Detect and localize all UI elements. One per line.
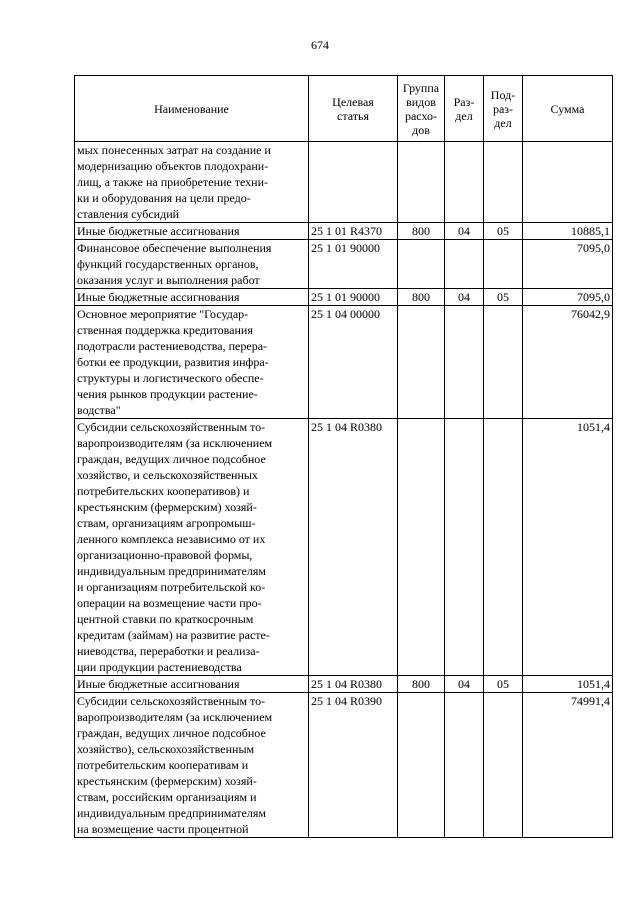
row-sum <box>523 142 613 223</box>
row-subsection <box>484 419 523 676</box>
header-name: Наименование <box>75 76 309 142</box>
row-group: 800 <box>398 289 445 306</box>
row-name: Субсидии сельскохозяйственным то- варопроизводителям (за исключением граждан, ведущих личное подсобное хозяйство, и сельскохозяйственных потребительских кооперативов) и крестьянским (фермерским) хозяй- ствам, организациям агропромыш- ленного комплекса независимо от их организационно-правовой формы, индивидуальным предпринимателям и организациям потребительской ко- операции на возмещение части про- центной ставки по краткосрочным кредитам (займам) на развитие расте- ниеводства, переработки и реализа- ции продукции растениеводства <box>75 419 309 676</box>
row-sum: 74991,4 <box>523 693 613 838</box>
row-name: Субсидии сельскохозяйственным то- варопроизводителям (за исключением граждан, ведущих личное подсобное хозяйство), сельскохозяйственным потребительским кооперативам и крестьянским (фермерским) хозяй- ствам, российским организациям и индивидуальным предпринимателям на возмещение части процентной <box>75 693 309 838</box>
row-article: 25 1 01 90000 <box>309 240 398 289</box>
row-section: 04 <box>445 223 484 240</box>
row-name: Иные бюджетные ассигнования <box>75 289 309 306</box>
page-number: 674 <box>311 38 329 52</box>
row-subsection <box>484 142 523 223</box>
row-subsection <box>484 240 523 289</box>
table-row <box>75 676 613 693</box>
row-group <box>398 306 445 419</box>
row-sum: 7095,0 <box>523 240 613 289</box>
row-section <box>445 693 484 838</box>
row-group: 800 <box>398 676 445 693</box>
row-article: 25 1 04 R0380 <box>309 676 398 693</box>
row-subsection <box>484 306 523 419</box>
budget-table <box>74 75 613 838</box>
row-sum: 1051,4 <box>523 419 613 676</box>
row-article <box>309 142 398 223</box>
row-sum: 76042,9 <box>523 306 613 419</box>
row-subsection: 05 <box>484 223 523 240</box>
row-section: 04 <box>445 289 484 306</box>
header-sum: Сумма <box>523 76 613 142</box>
row-section <box>445 142 484 223</box>
row-sum: 7095,0 <box>523 289 613 306</box>
row-subsection: 05 <box>484 676 523 693</box>
header-article: Целевая статья <box>309 76 398 142</box>
table-row <box>75 419 613 676</box>
row-group: 800 <box>398 223 445 240</box>
row-name: мых понесенных затрат на создание и модернизацию объектов плодохрани- лищ, а также на приобретение техни- ки и оборудования на цели предо- ставления субсидий <box>75 142 309 223</box>
row-subsection: 05 <box>484 289 523 306</box>
table-row <box>75 306 613 419</box>
row-name: Иные бюджетные ассигнования <box>75 676 309 693</box>
table-row <box>75 693 613 838</box>
row-name: Финансовое обеспечение выполнения функций государственных органов, оказания услуг и выполнения работ <box>75 240 309 289</box>
row-article: 25 1 01 R4370 <box>309 223 398 240</box>
row-group <box>398 142 445 223</box>
table-body <box>75 142 613 838</box>
row-article: 25 1 04 00000 <box>309 306 398 419</box>
row-section <box>445 240 484 289</box>
row-subsection <box>484 693 523 838</box>
row-name: Иные бюджетные ассигнования <box>75 223 309 240</box>
row-group <box>398 419 445 676</box>
table-row <box>75 223 613 240</box>
row-section <box>445 306 484 419</box>
table-row <box>75 240 613 289</box>
table-row <box>75 142 613 223</box>
row-sum: 10885,1 <box>523 223 613 240</box>
table-row <box>75 289 613 306</box>
table-header <box>75 76 613 142</box>
row-group <box>398 240 445 289</box>
row-article: 25 1 04 R0380 <box>309 419 398 676</box>
row-article: 25 1 01 90000 <box>309 289 398 306</box>
header-subsection: Под- раз- дел <box>484 76 523 142</box>
header-section: Раз- дел <box>445 76 484 142</box>
header-row <box>75 76 613 142</box>
row-sum: 1051,4 <box>523 676 613 693</box>
row-name: Основное мероприятие "Государ- ственная поддержка кредитования подотрасли растениеводства, перера- ботки ее продукции, развития инфра- структуры и логистического обеспе- чения рынков продукции растение- водства" <box>75 306 309 419</box>
header-group: Группа видов расхо- дов <box>398 76 445 142</box>
row-group <box>398 693 445 838</box>
row-article: 25 1 04 R0390 <box>309 693 398 838</box>
row-section <box>445 419 484 676</box>
row-section: 04 <box>445 676 484 693</box>
